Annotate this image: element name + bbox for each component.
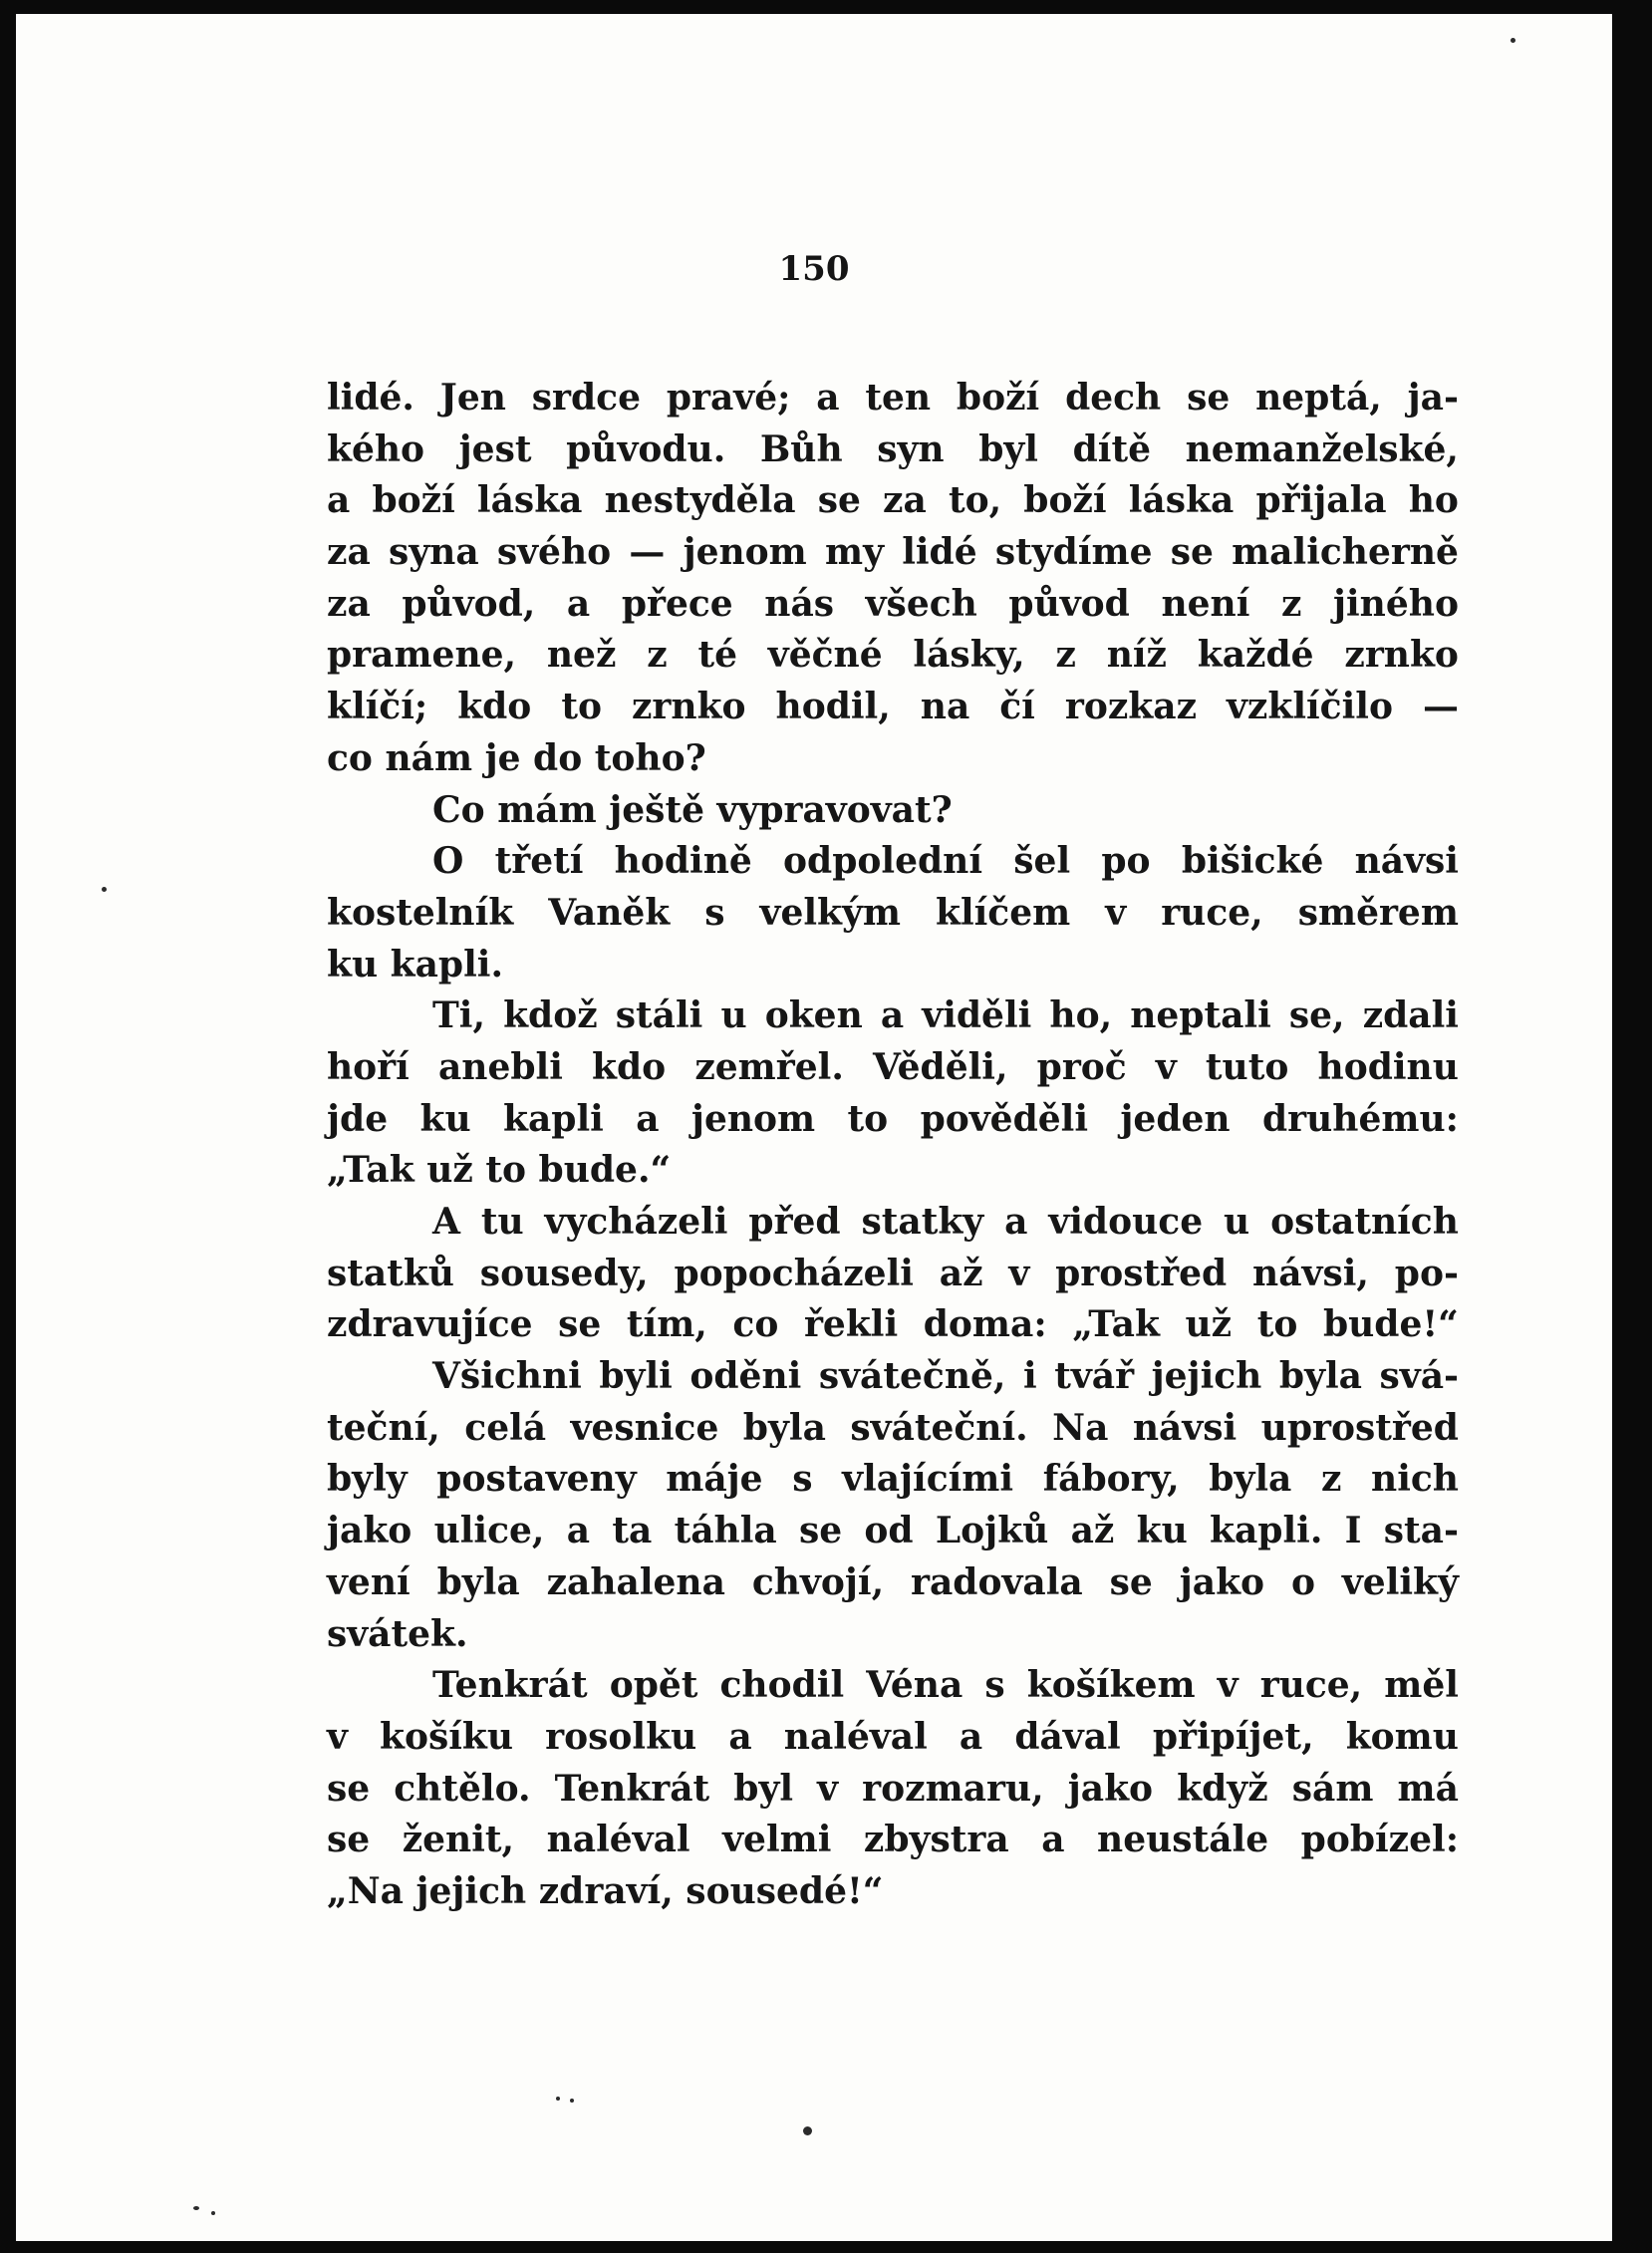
word: —: [1422, 686, 1459, 728]
word: Tenkrát: [554, 1767, 710, 1810]
word: Jen: [439, 377, 506, 419]
word: lidé: [902, 531, 977, 574]
word: v: [327, 1715, 348, 1758]
word: z: [1320, 1458, 1342, 1501]
word: opět: [609, 1664, 698, 1707]
text-line: [327, 1557, 1459, 1609]
text-line: „Na jejich zdraví, sousedé!“: [327, 1869, 884, 1912]
word: velmi: [722, 1819, 832, 1861]
word: kdo: [457, 686, 532, 728]
word: proč: [1036, 1045, 1127, 1088]
word: Tenkrát: [432, 1664, 588, 1707]
word: táhla: [674, 1510, 777, 1552]
word: jeden: [1120, 1097, 1231, 1140]
word: Na: [1052, 1406, 1109, 1449]
word: hoří: [327, 1045, 410, 1088]
word: lidé.: [327, 377, 414, 419]
word: svátečně,: [818, 1355, 1006, 1398]
word: ostatních: [1270, 1201, 1459, 1243]
word: kostelník: [327, 891, 514, 934]
word: ženit,: [402, 1819, 515, 1861]
word: neustále: [1097, 1819, 1269, 1861]
word: máje: [666, 1458, 763, 1501]
word: hodině: [614, 840, 752, 883]
word: byla: [1209, 1458, 1292, 1501]
word: „Tak: [1072, 1303, 1160, 1346]
word: návsi: [1354, 840, 1459, 883]
scan-speck: [193, 2206, 199, 2210]
word: naléval: [546, 1819, 690, 1861]
word: jenom: [683, 531, 807, 574]
word: od: [864, 1510, 914, 1552]
word: ulice,: [433, 1510, 545, 1552]
word: za: [327, 582, 371, 625]
word: původ,: [402, 582, 536, 625]
word: v: [1008, 1252, 1030, 1294]
word: všech: [865, 582, 977, 625]
word: byla: [742, 1406, 826, 1449]
word: zdravujíce: [327, 1303, 533, 1346]
word: tuto: [1205, 1045, 1289, 1088]
word: kapli: [503, 1097, 604, 1140]
word: uprostřed: [1260, 1406, 1459, 1449]
word: A: [432, 1201, 460, 1243]
word: pramene,: [327, 634, 517, 677]
word: ten: [865, 377, 932, 419]
word: láska: [476, 479, 583, 522]
word: v: [1105, 891, 1127, 934]
word: níž: [1106, 634, 1167, 677]
word: byl: [978, 427, 1038, 470]
word: se: [1170, 531, 1214, 574]
word: bišické: [1181, 840, 1324, 883]
word: celá: [464, 1406, 547, 1449]
word: sváteční.: [850, 1406, 1028, 1449]
word: té: [697, 634, 737, 677]
word: za: [327, 531, 371, 574]
scan-speck: [211, 2211, 215, 2215]
word: už: [1185, 1303, 1233, 1346]
word: boží: [1023, 479, 1107, 522]
word: pravé;: [666, 377, 791, 419]
word: stydíme: [994, 531, 1153, 574]
word: boží: [372, 479, 455, 522]
body-text: [327, 373, 1459, 1918]
word: hodinu: [1317, 1045, 1459, 1088]
word: návsi: [1132, 1406, 1238, 1449]
word: ho,: [1049, 994, 1113, 1037]
word: fábory,: [1042, 1458, 1180, 1501]
word: —: [629, 531, 666, 574]
word: postaveny: [436, 1458, 637, 1501]
text-line: [327, 1660, 1459, 1712]
word: chodil: [719, 1664, 845, 1707]
word: se: [1109, 1560, 1153, 1603]
word: na: [920, 686, 970, 728]
text-line: [327, 1815, 1459, 1866]
word: se: [1187, 377, 1231, 419]
word: oděni: [689, 1355, 802, 1398]
scan-speck: [102, 887, 107, 892]
word: lásky,: [913, 634, 1025, 677]
word: Véna: [866, 1664, 964, 1707]
word: teční,: [327, 1406, 440, 1449]
word: dával: [1014, 1715, 1121, 1758]
word: po-: [1394, 1252, 1459, 1294]
word: stáli: [615, 994, 703, 1037]
word: košíkem: [1026, 1664, 1196, 1707]
text-line: [327, 990, 1459, 1042]
word: kdo: [592, 1045, 667, 1088]
word: jenom: [690, 1097, 816, 1140]
word: byla: [1278, 1355, 1362, 1398]
word: veliký: [1341, 1560, 1459, 1603]
text-line: „Tak už to bude.“: [327, 1149, 672, 1192]
word: srdce: [531, 377, 641, 419]
word: Bůh: [759, 427, 843, 470]
word: až: [939, 1252, 983, 1294]
word: v: [817, 1767, 839, 1810]
word: rosolku: [545, 1715, 697, 1758]
word: jest: [458, 427, 532, 470]
word: Vaněk: [548, 891, 671, 934]
word: oken: [764, 994, 863, 1037]
word: se: [558, 1303, 602, 1346]
word: druhému:: [1261, 1097, 1459, 1140]
word: my: [824, 531, 884, 574]
word: I: [1344, 1510, 1362, 1552]
word: se: [798, 1510, 843, 1552]
word: O: [432, 840, 464, 883]
word: boží: [956, 377, 1040, 419]
text-line: [327, 579, 1459, 631]
word: naléval: [783, 1715, 928, 1758]
word: nestyděla: [604, 479, 796, 522]
word: nemanželské,: [1185, 427, 1459, 470]
word: sta-: [1383, 1510, 1459, 1552]
word: se: [817, 479, 861, 522]
text-line: [327, 1712, 1459, 1764]
word: to: [1256, 1303, 1298, 1346]
word: doma:: [923, 1303, 1047, 1346]
word: radovala: [911, 1560, 1083, 1603]
text-line: [327, 1506, 1459, 1557]
word: původu.: [566, 427, 726, 470]
word: velkým: [759, 891, 901, 934]
word: vycházeli: [544, 1201, 728, 1243]
word: a: [959, 1715, 983, 1758]
word: popocházeli: [674, 1252, 914, 1294]
text-line: [327, 1094, 1459, 1146]
word: ku: [1136, 1510, 1188, 1552]
scan-speck: [556, 2097, 560, 2101]
word: kého: [327, 427, 425, 470]
word: a: [1004, 1201, 1028, 1243]
text-line: [327, 1454, 1459, 1506]
word: byli: [599, 1355, 673, 1398]
text-line: ku kapli.: [327, 943, 503, 986]
text-line: [327, 475, 1459, 527]
word: zbystra: [863, 1819, 1009, 1861]
word: jiného: [1332, 582, 1459, 625]
text-line: [327, 1299, 1459, 1351]
text-line: [327, 1351, 1459, 1403]
word: ja-: [1407, 377, 1459, 419]
word: hodil,: [775, 686, 891, 728]
word: i: [1022, 1355, 1037, 1398]
text-line: [327, 630, 1459, 682]
word: jako: [1067, 1767, 1154, 1810]
word: před: [748, 1201, 841, 1243]
word: Ti,: [432, 994, 485, 1037]
word: pověděli: [920, 1097, 1088, 1140]
word: a: [566, 582, 591, 625]
word: a: [728, 1715, 752, 1758]
word: syn: [877, 427, 945, 470]
word: rozkaz: [1064, 686, 1198, 728]
word: původ: [1008, 582, 1130, 625]
word: z: [647, 634, 668, 677]
word: jako: [327, 1510, 413, 1552]
word: chvojí,: [751, 1560, 885, 1603]
word: má: [1397, 1767, 1459, 1810]
word: nás: [764, 582, 835, 625]
page-number: 150: [778, 249, 850, 289]
word: svého: [496, 531, 612, 574]
word: ruce,: [1161, 891, 1263, 934]
word: byla: [436, 1560, 520, 1603]
text-line: [327, 1042, 1459, 1094]
word: košíku: [380, 1715, 514, 1758]
word: statků: [327, 1252, 454, 1294]
word: viděli: [922, 994, 1032, 1037]
word: jejich: [1151, 1355, 1262, 1398]
word: přijala: [1255, 479, 1387, 522]
word: s: [792, 1458, 813, 1501]
word: láska: [1128, 479, 1235, 522]
word: tím,: [626, 1303, 707, 1346]
word: když: [1177, 1767, 1268, 1810]
word: kapli.: [1210, 1510, 1323, 1552]
word: vzklíčilo: [1227, 686, 1393, 728]
word: směrem: [1297, 891, 1459, 934]
word: věčné: [767, 634, 883, 677]
word: tvář: [1054, 1355, 1135, 1398]
word: bude!“: [1322, 1303, 1459, 1346]
text-line: svátek.: [327, 1612, 468, 1655]
word: a: [880, 994, 905, 1037]
word: se,: [1288, 994, 1345, 1037]
word: šel: [1013, 840, 1071, 883]
word: dech: [1065, 377, 1162, 419]
word: zrnko: [1344, 634, 1459, 677]
word: ku: [419, 1097, 471, 1140]
word: tu: [480, 1201, 524, 1243]
scan-speck: [570, 2099, 574, 2103]
word: u: [720, 994, 747, 1037]
text-line: [327, 1403, 1459, 1455]
word: zrnko: [631, 686, 746, 728]
word: než: [546, 634, 617, 677]
word: za: [883, 479, 927, 522]
word: a: [566, 1510, 591, 1552]
word: se: [327, 1819, 371, 1861]
word: ta: [612, 1510, 653, 1552]
word: není: [1161, 582, 1250, 625]
word: to: [847, 1097, 889, 1140]
word: vení: [327, 1560, 411, 1603]
word: sousedy,: [479, 1252, 649, 1294]
word: syna: [388, 531, 479, 574]
text-line: [327, 1197, 1459, 1249]
text-line: [327, 527, 1459, 579]
word: v: [1217, 1664, 1239, 1707]
word: přece: [621, 582, 733, 625]
text-line: [327, 682, 1459, 733]
word: dítě: [1072, 427, 1151, 470]
word: prostřed: [1055, 1252, 1228, 1294]
word: s: [984, 1664, 1005, 1707]
word: Všichni: [432, 1355, 582, 1398]
word: klíčí;: [327, 686, 428, 728]
word: měl: [1384, 1664, 1459, 1707]
word: zemřel.: [694, 1045, 844, 1088]
word: ruce,: [1259, 1664, 1363, 1707]
word: odpolední: [783, 840, 983, 883]
word: Věděli,: [873, 1045, 1008, 1088]
word: s: [704, 891, 725, 934]
word: pobízel:: [1300, 1819, 1459, 1861]
word: a: [636, 1097, 660, 1140]
word: to: [561, 686, 602, 728]
word: vesnice: [570, 1406, 719, 1449]
text-line: [327, 373, 1459, 424]
word: kdož: [503, 994, 598, 1037]
word: čí: [999, 686, 1035, 728]
word: z: [1055, 634, 1076, 677]
word: jako: [1179, 1560, 1265, 1603]
text-line: [327, 836, 1459, 888]
word: zdali: [1362, 994, 1459, 1037]
text-line: Co mám ještě vypravovat?: [432, 788, 953, 831]
text-line: [327, 1764, 1459, 1816]
word: se: [327, 1767, 371, 1810]
word: to,: [948, 479, 1002, 522]
word: z: [1280, 582, 1302, 625]
word: byl: [733, 1767, 794, 1810]
word: ho: [1408, 479, 1459, 522]
word: Lojků: [935, 1510, 1049, 1552]
word: nich: [1371, 1458, 1459, 1501]
word: sám: [1291, 1767, 1374, 1810]
word: co: [732, 1303, 779, 1346]
word: vlajícími: [842, 1458, 1014, 1501]
word: komu: [1345, 1715, 1459, 1758]
word: klíčem: [936, 891, 1071, 934]
scan-speck: [1511, 38, 1515, 43]
word: byly: [327, 1458, 408, 1501]
word: a: [816, 377, 840, 419]
word: neptá,: [1255, 377, 1382, 419]
text-line: co nám je do toho?: [327, 736, 706, 779]
word: a: [1041, 1819, 1065, 1861]
word: rozmaru,: [862, 1767, 1044, 1810]
word: návsi,: [1252, 1252, 1369, 1294]
word: připíjet,: [1152, 1715, 1314, 1758]
word: neptali: [1130, 994, 1271, 1037]
word: zahalena: [546, 1560, 725, 1603]
word: o: [1290, 1560, 1315, 1603]
word: anebli: [437, 1045, 563, 1088]
word: vidouce: [1048, 1201, 1204, 1243]
text-line: [327, 1249, 1459, 1300]
text-line: [327, 888, 1459, 940]
word: chtělo.: [394, 1767, 531, 1810]
word: až: [1070, 1510, 1115, 1552]
text-line: [327, 424, 1459, 476]
word: v: [1155, 1045, 1177, 1088]
word: malicherně: [1232, 531, 1459, 574]
word: řekli: [803, 1303, 899, 1346]
word: po: [1101, 840, 1151, 883]
word: třetí: [494, 840, 584, 883]
word: statky: [861, 1201, 984, 1243]
word: a: [327, 479, 351, 522]
scan-speck: [803, 2126, 812, 2135]
word: každé: [1197, 634, 1314, 677]
word: svá-: [1379, 1355, 1459, 1398]
word: u: [1224, 1201, 1250, 1243]
word: jde: [327, 1097, 389, 1140]
